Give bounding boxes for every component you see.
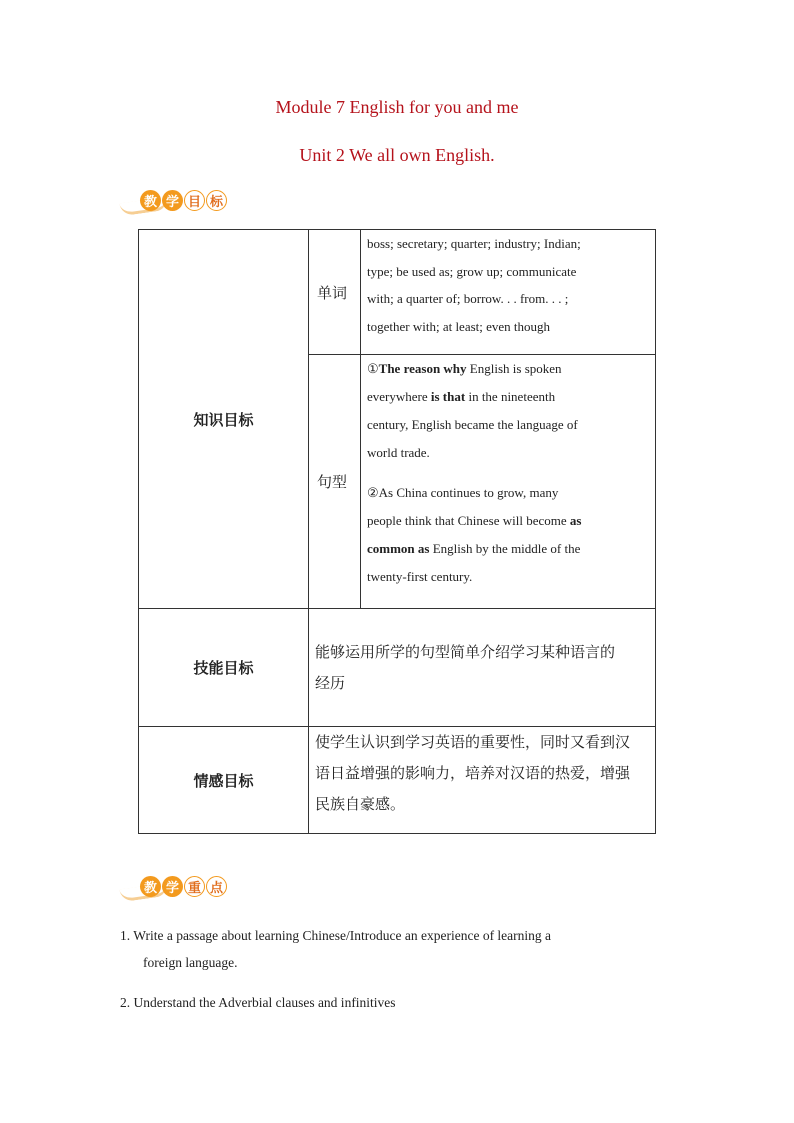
sentence-pattern-2: ②As China continues to grow, many people think that Chinese will become as common as English by the middle of the twenty-first century. <box>367 485 582 584</box>
badge-char: 学 <box>162 190 183 211</box>
knowledge-goal-label: 知识目标 <box>139 230 309 609</box>
skill-goal-label: 技能目标 <box>139 609 309 727</box>
vocab-label: 单词 <box>309 230 361 355</box>
badge-char: 教 <box>140 190 161 211</box>
key-points-badge <box>120 876 230 902</box>
objectives-table <box>138 229 656 834</box>
badge-char: 标 <box>206 190 227 211</box>
unit-title: Unit 2 We all own English. <box>299 145 495 165</box>
sentence-pattern-1: ①The reason why English is spoken everywhere is that in the nineteenth century, English became the language of world trade. <box>367 361 578 460</box>
key-point-2: 2. Understand the Adverbial clauses and infinitives <box>120 995 396 1010</box>
vocab-list: boss; secretary; quarter; industry; Indian; type; be used as; grow up; communicate with; a quarter of; borrow. . . from. . . ; together with; at least; even though <box>361 230 656 355</box>
badge-char: 学 <box>162 876 183 897</box>
badge-char: 重 <box>184 876 205 897</box>
sentence-patterns <box>361 355 656 609</box>
badge-char: 目 <box>184 190 205 211</box>
emotion-goal-label: 情感目标 <box>139 727 309 834</box>
module-title: Module 7 English for you and me <box>275 97 519 117</box>
sentence-label: 句型 <box>309 355 361 609</box>
skill-goal-text: 能够运用所学的句型简单介绍学习某种语言的 经历 <box>309 609 656 727</box>
badge-char: 点 <box>206 876 227 897</box>
emotion-goal-text: 使学生认识到学习英语的重要性，同时又看到汉 语日益增强的影响力，培养对汉语的热爱，增强 民族自豪感。 <box>309 727 656 834</box>
key-point-1: 1. Write a passage about learning Chinese/Introduce an experience of learning a foreign language. <box>120 928 552 970</box>
badge-char: 教 <box>140 876 161 897</box>
objectives-badge <box>120 190 230 216</box>
